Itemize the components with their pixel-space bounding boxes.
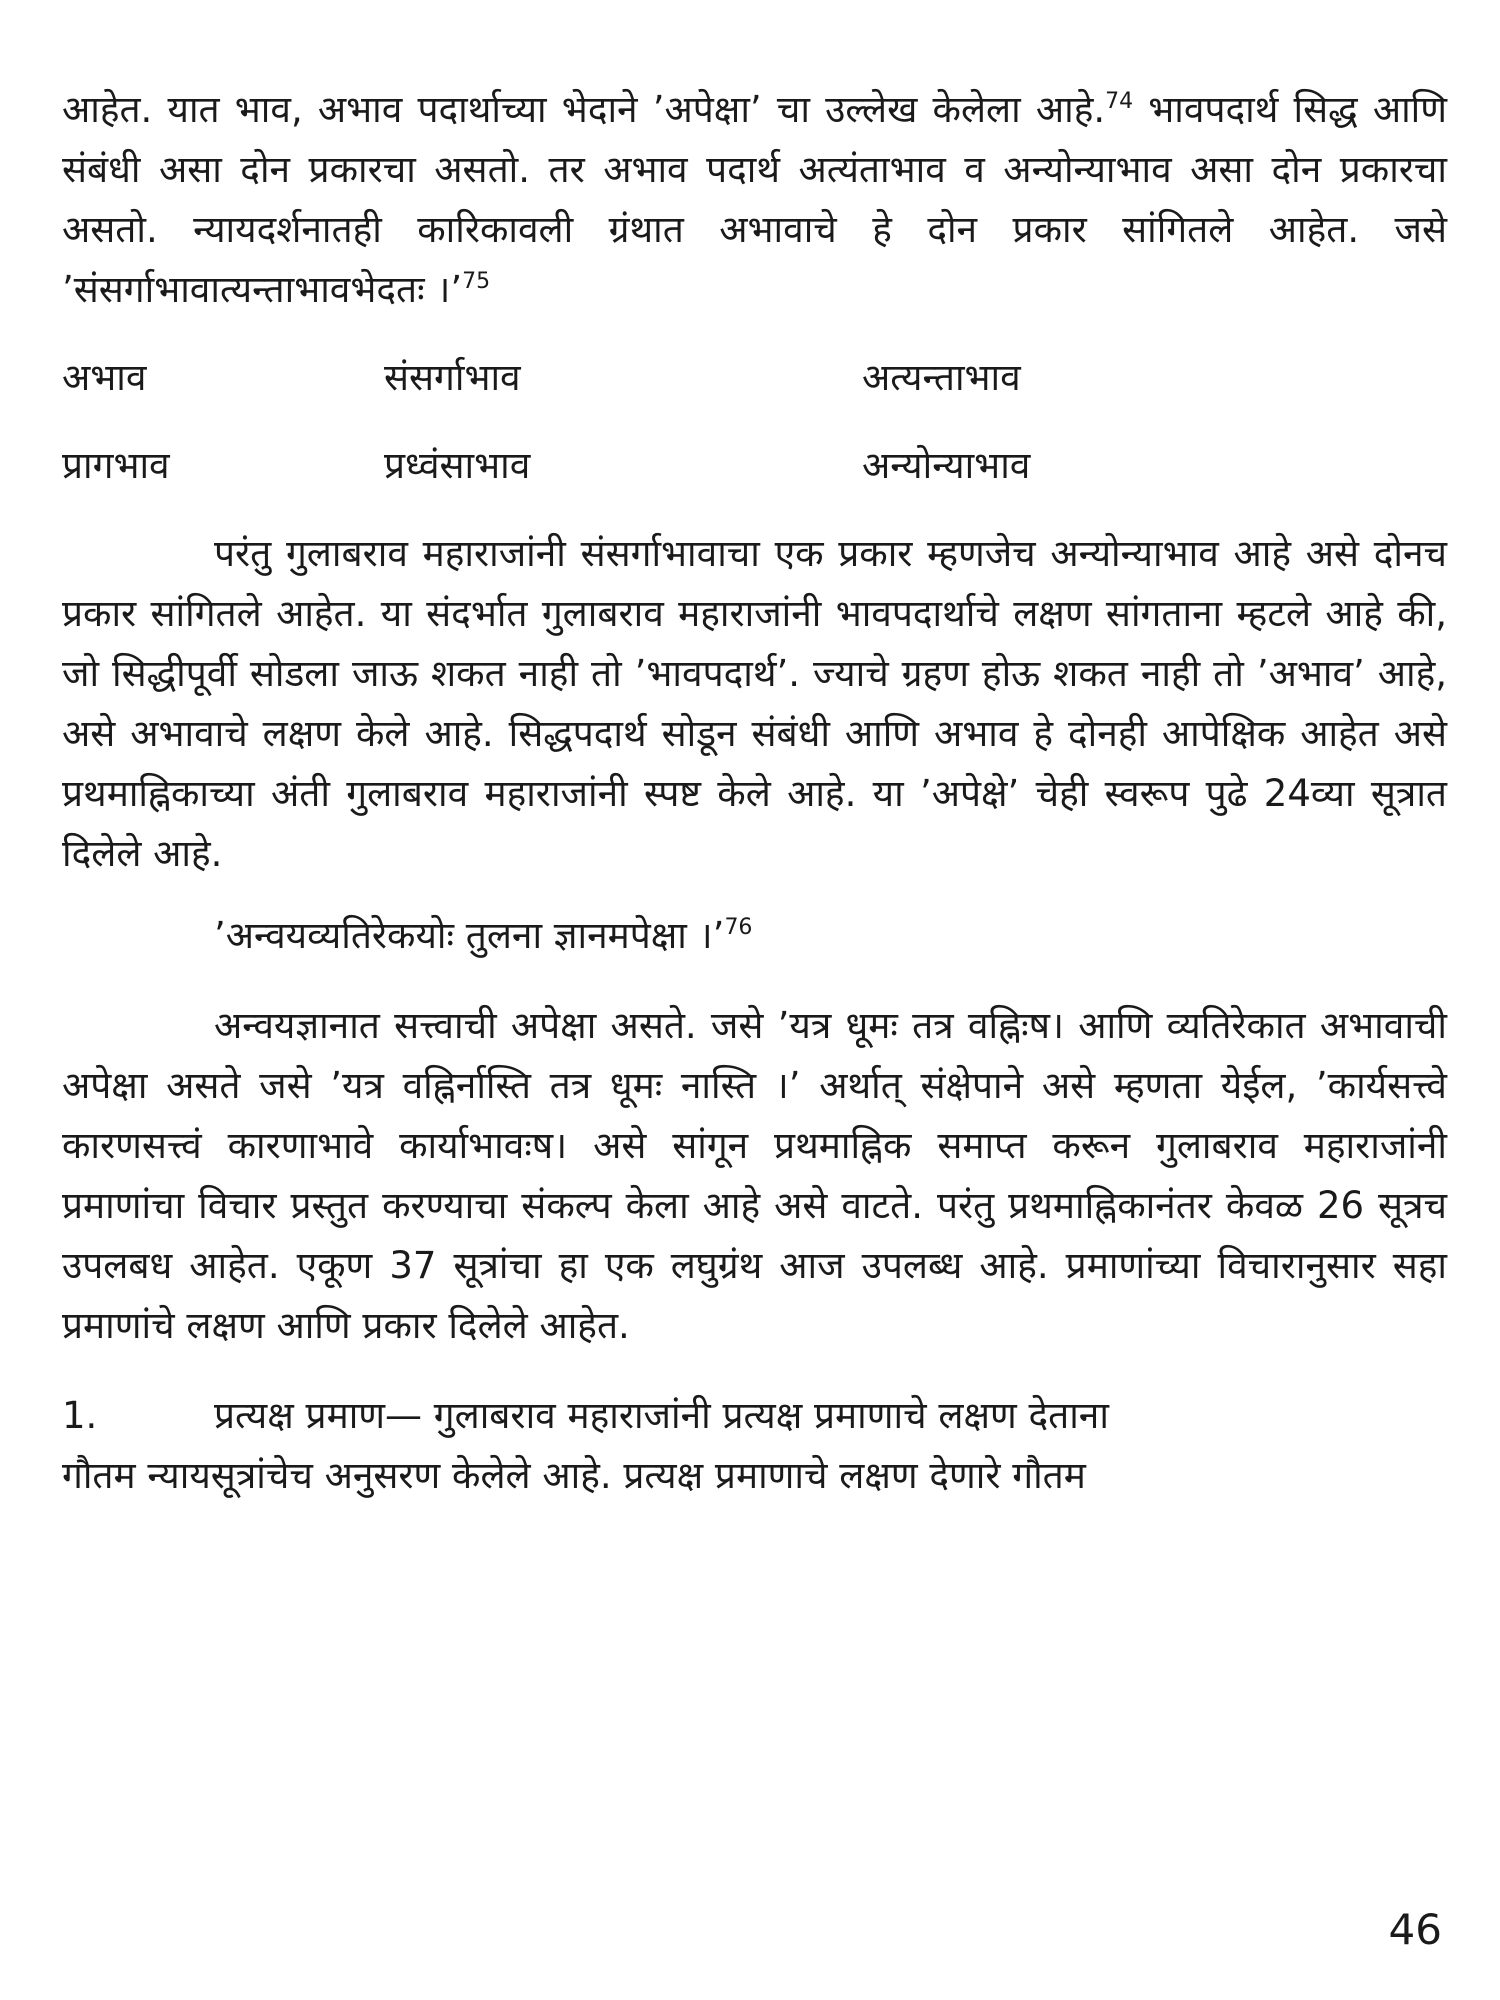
- paragraph-anvaya: अन्वयज्ञानात सत्त्वाची अपेक्षा असते. जसे ’यत्र धूमः तत्र वह्निःष। आणि व्यतिरेकात अभावाची अपेक्षा असते जसे ’यत्र वह्निर्नास्ति तत्र धूमः नास्ति ।’ अर्थात् संक्षेपाने असे म्हणता येईल, ’कार्यसत्त्वे कारणसत्त्वं कारणाभावे कार्याभावःष। असे सांगून प्रथमाह्निक समाप्त करून गुलाबराव महाराजांनी प्रमाणांचा विचार प्रस्तुत करण्याचा संकल्प केला आहे असे वाटते. परंतु प्रथमाह्निकानंतर केवळ 26 सूत्रच उपलबध आहेत. एकूण 37 सूत्रांचा हा एक लघुग्रंथ आज उपलब्ध आहे. प्रमाणांच्या विचारानुसार सहा प्रमाणांचे लक्षण आणि प्रकार दिलेले आहेत.: [62, 1004, 1447, 1347]
- page-number: 46: [1388, 1905, 1442, 1954]
- footnote-ref-76: 76: [724, 915, 753, 940]
- paragraph-intro: [62, 80, 1447, 320]
- abhava-cell: प्रध्वंसाभाव: [384, 444, 531, 487]
- abhava-cell: संसर्गाभाव: [384, 356, 521, 399]
- sutra-quote: [62, 906, 1447, 966]
- document-page: [62, 80, 1447, 1506]
- abhava-table-row-2: [62, 436, 1447, 496]
- paragraph-intro-text-continued: भावपदार्थ सिद्ध आणि संबंधी असा दोन प्रकारचा असतो. तर अभाव पदार्थ अत्यंताभाव व अन्योन्याभाव असा दोन प्रकारचा असतो. न्यायदर्शनातही कारिकावली ग्रंथात अभावाचे हे दोन प्रकार सांगितले आहेत. जसे ’संसर्गाभावात्यन्ताभावभेदतः ।’: [62, 88, 1447, 311]
- paragraph-gulabrao: परंतु गुलाबराव महाराजांनी संसर्गाभावाचा एक प्रकार म्हणजेच अन्योन्याभाव आहे असे दोनच प्रकार सांगितले आहेत. या संदर्भात गुलाबराव महाराजांनी भावपदार्थाचे लक्षण सांगताना म्हटले आहे की, जो सिद्धीपूर्वी सोडला जाऊ शकत नाही तो ’भावपदार्थ’. ज्याचे ग्रहण होऊ शकत नाही तो ’अभाव’ आहे, असे अभावाचे लक्षण केले आहे. सिद्धपदार्थ सोडून संबंधी आणि अभाव हे दोनही आपेक्षिक आहेत असे प्रथमाह्निकाच्या अंती गुलाबराव महाराजांनी स्पष्ट केले आहे. या ’अपेक्षे’ चेही स्वरूप पुढे 24व्या सूत्रात दिलेले आहे.: [62, 532, 1447, 875]
- numbered-item-1: [62, 1386, 1447, 1446]
- sutra-quote-text: ’अन्वयव्यतिरेकयोः तुलना ज्ञानमपेक्षा ।’: [214, 914, 725, 957]
- abhava-table-row-1: [62, 348, 1447, 408]
- paragraph-intro-text: आहेत. यात भाव, अभाव पदार्थाच्या भेदाने ’अपेक्षा’ चा उल्लेख केलेला आहे.: [62, 88, 1106, 131]
- item-text: प्रत्यक्ष प्रमाण— गुलाबराव महाराजांनी प्रत्यक्ष प्रमाणाचे लक्षण देताना: [214, 1394, 1109, 1437]
- footnote-ref-74: 74: [1105, 89, 1134, 114]
- footnote-ref-75: 75: [462, 269, 491, 294]
- abhava-cell: अभाव: [62, 356, 147, 399]
- item-number: 1.: [62, 1394, 98, 1437]
- abhava-cell: प्रागभाव: [62, 444, 170, 487]
- abhava-cell: अत्यन्ताभाव: [862, 356, 1021, 399]
- item-text-continuation: गौतम न्यायसूत्रांचेच अनुसरण केलेले आहे. प्रत्यक्ष प्रमाणाचे लक्षण देणारे गौतम: [62, 1454, 1086, 1497]
- abhava-cell: अन्योन्याभाव: [862, 444, 1031, 487]
